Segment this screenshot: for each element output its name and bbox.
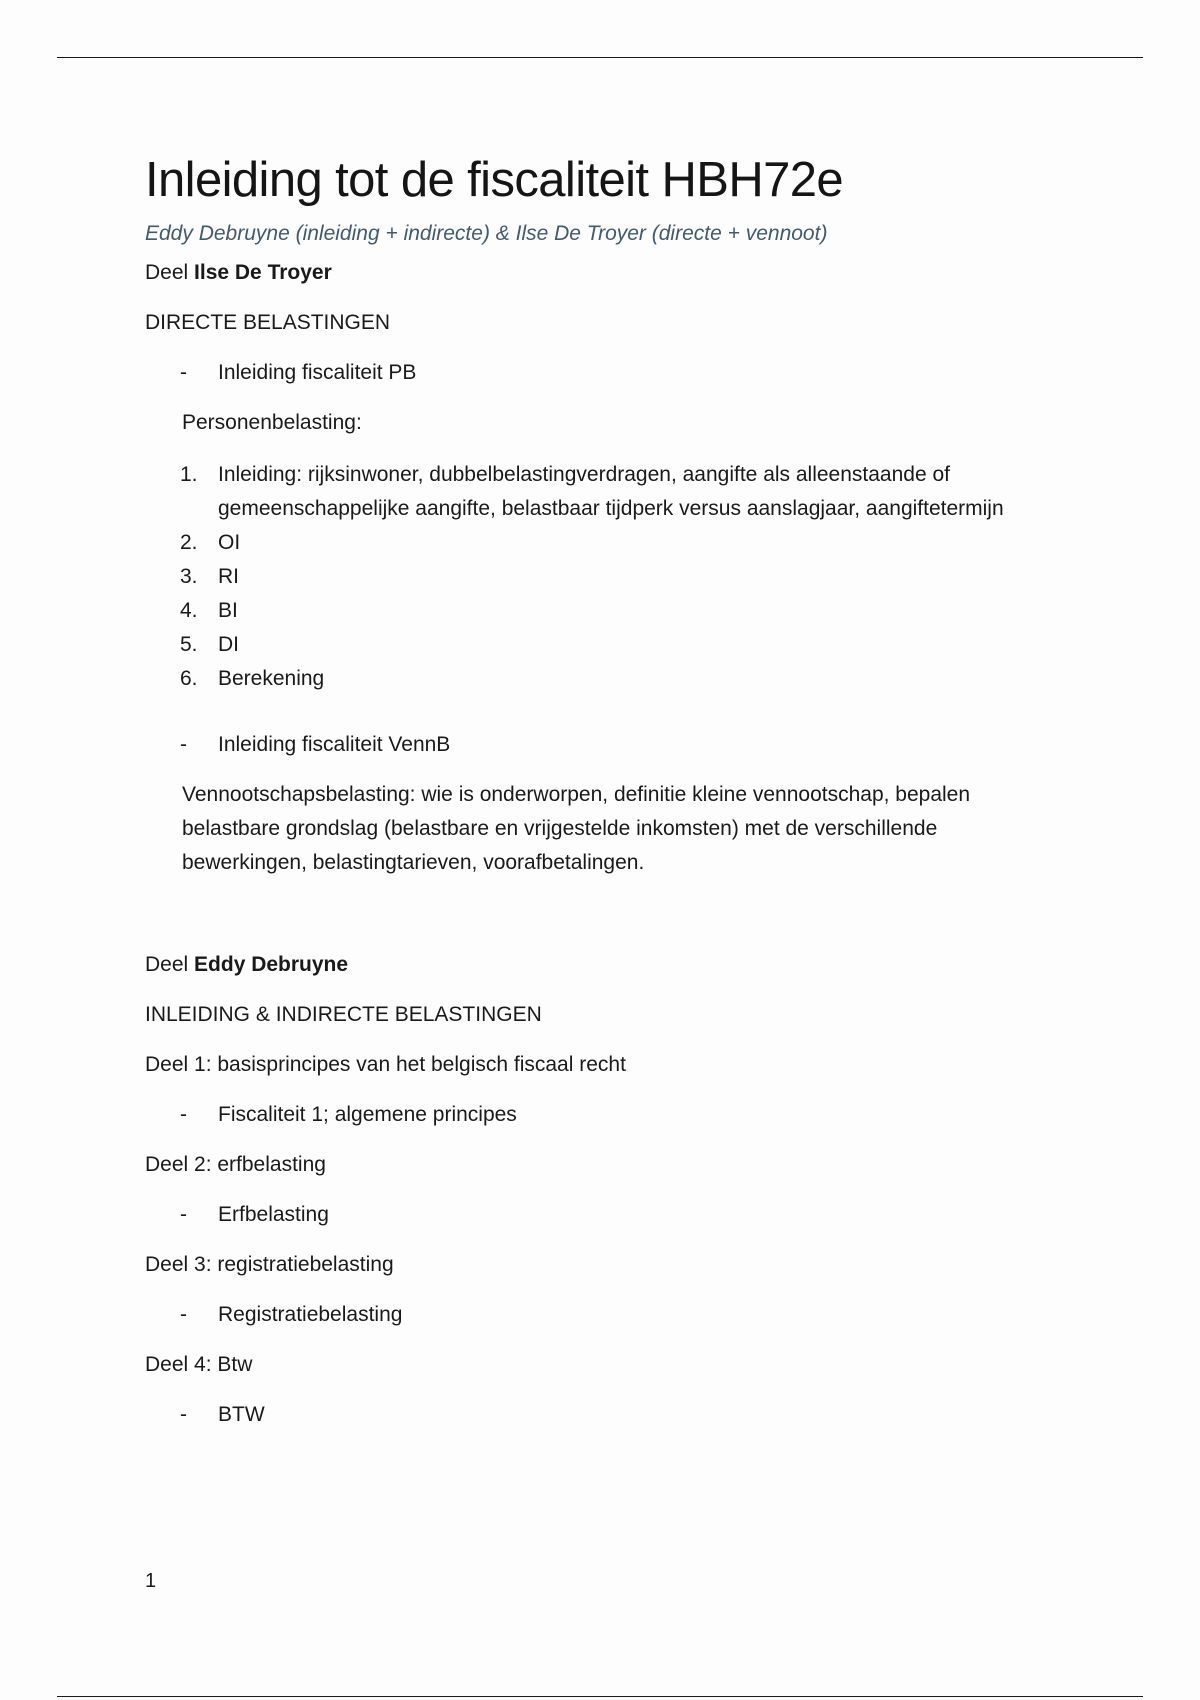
list-text: DI (218, 633, 239, 656)
numbered-list (145, 458, 1065, 696)
list-number: 2. (180, 531, 198, 554)
pb-label: Personenbelasting: (182, 411, 362, 434)
list-text: OI (218, 531, 241, 554)
list-text: BI (218, 599, 238, 622)
list-number: 3. (180, 565, 198, 588)
bullet-text: Inleiding fiscaliteit PB (218, 361, 417, 384)
list-number: 1. (180, 463, 198, 486)
page-number: 1 (145, 1570, 157, 1592)
bullet-item (180, 1400, 1065, 1430)
list-number: 6. (180, 667, 198, 690)
part2-author: Eddy Debruyne (194, 953, 349, 976)
bullet-dash: - (180, 1203, 187, 1226)
document-title: Inleiding tot de fiscaliteit HBH72e (145, 153, 844, 207)
list-item (180, 560, 1065, 594)
deel3-heading: Deel 3: registratiebelasting (145, 1253, 394, 1276)
part1-prefix: Deel (145, 261, 195, 284)
list-item (180, 458, 1065, 526)
list-item (180, 628, 1065, 662)
bullet-text: Fiscaliteit 1; algemene principes (218, 1103, 517, 1126)
part1-heading (145, 258, 1065, 288)
bullet-item (180, 730, 1065, 760)
deel2-heading: Deel 2: erfbelasting (145, 1153, 326, 1176)
list-text: Inleiding: rijksinwoner, dubbelbelastingverdragen, aangifte als alleenstaande of gemeenschappelijke aangifte, belastbaar tijdperk versus aanslagjaar, aangiftetermijn (218, 463, 1004, 520)
part1-author: Ilse De Troyer (194, 261, 332, 284)
bullet-item (180, 1100, 1065, 1130)
list-item (180, 594, 1065, 628)
part2-section-title: INLEIDING & INDIRECTE BELASTINGEN (145, 1003, 542, 1026)
list-item (180, 662, 1065, 696)
list-text: Berekening (218, 667, 325, 690)
bullet-item (180, 1300, 1065, 1330)
list-text: RI (218, 565, 239, 588)
deel1-heading: Deel 1: basisprincipes van het belgisch fiscaal recht (145, 1053, 626, 1076)
list-number: 5. (180, 633, 198, 656)
bullet-text: Registratiebelasting (218, 1303, 403, 1326)
spacer (145, 880, 1065, 940)
part2-heading (145, 950, 1065, 980)
footer-rule (57, 1696, 1143, 1697)
deel4-heading: Deel 4: Btw (145, 1353, 253, 1376)
bullet-item (180, 358, 1065, 388)
list-number: 4. (180, 599, 198, 622)
part1-section-title: DIRECTE BELASTINGEN (145, 311, 391, 334)
document-page (145, 150, 1065, 1430)
part2-prefix: Deel (145, 953, 195, 976)
bullet-text: BTW (218, 1403, 265, 1426)
bullet-dash: - (180, 1403, 187, 1426)
list-item (180, 526, 1065, 560)
bullet-dash: - (180, 1303, 187, 1326)
header-rule (57, 57, 1143, 58)
bullet-dash: - (180, 1103, 187, 1126)
bullet-dash: - (180, 733, 187, 756)
bullet-dash: - (180, 361, 187, 384)
bullet-item (180, 1200, 1065, 1230)
document-subtitle: Eddy Debruyne (inleiding + indirecte) & Ilse De Troyer (directe + vennoot) (145, 222, 828, 245)
vennb-paragraph: Vennootschapsbelasting: wie is onderworpen, definitie kleine vennootschap, bepalen belastbare grondslag (belastbare en vrijgestelde inkomsten) met de verschillende bewerkingen, belastingtarieven, voorafbetalingen. (182, 783, 971, 874)
bullet-text: Inleiding fiscaliteit VennB (218, 733, 451, 756)
bullet-text: Erfbelasting (218, 1203, 329, 1226)
